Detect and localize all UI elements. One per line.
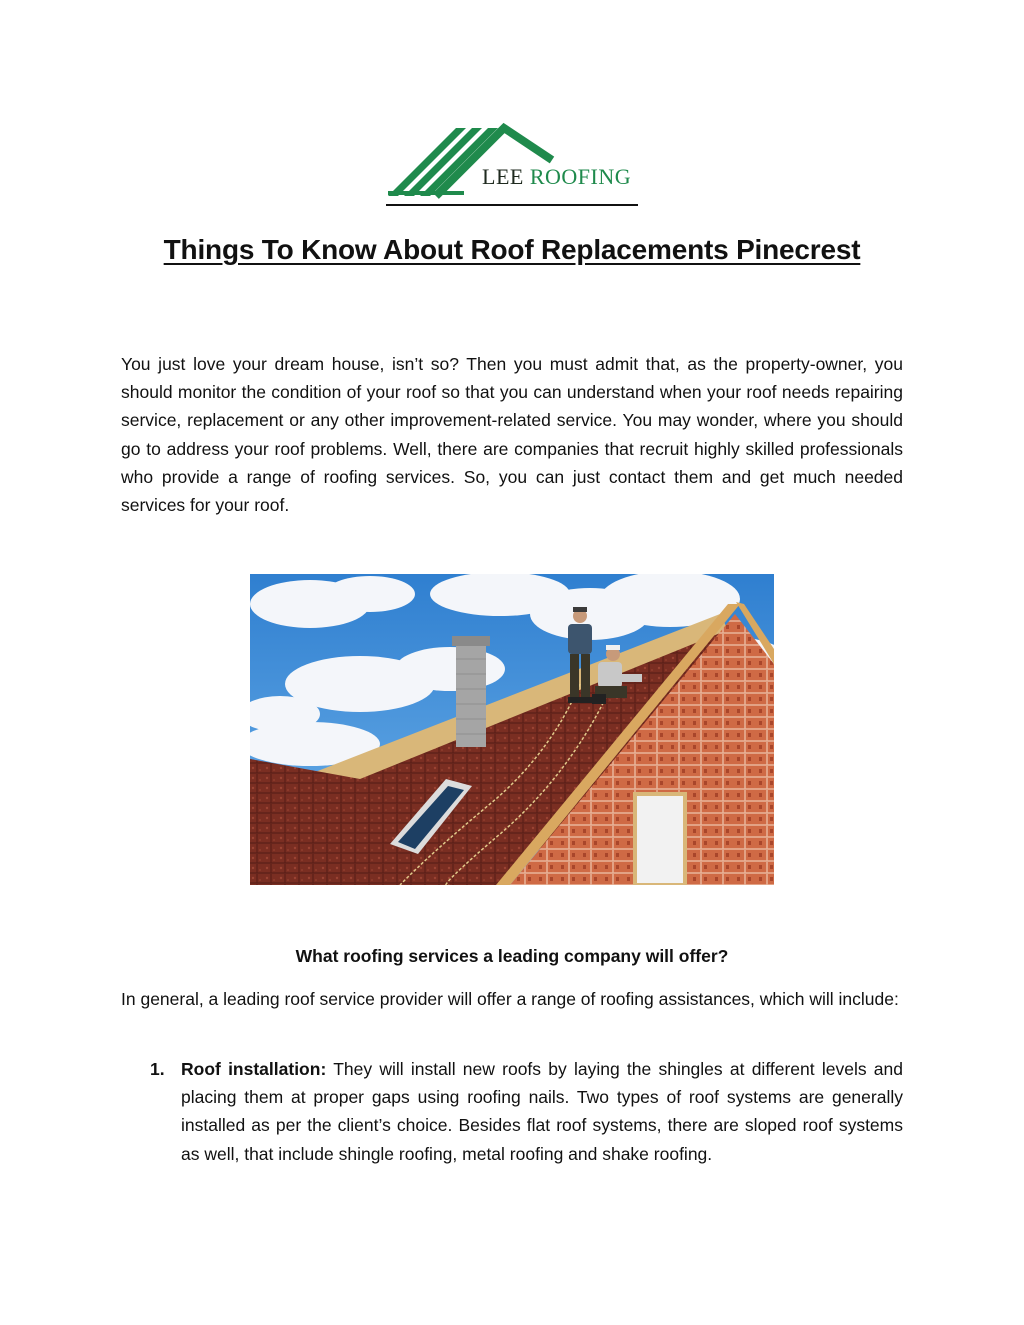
section-intro-paragraph: In general, a leading roof service provider will offer a range of roofing assistances, which will include: <box>121 989 899 1009</box>
list-item-text: They will install new roofs by laying the shingles at different levels and placing them at proper gaps using roofing nails. Two types of roof systems are generally installed as per the client’s choice. Besides flat roof systems, there are sloped roof systems as well, that include shingle roofing, metal roofing and shake roofing. <box>181 1059 904 1164</box>
intro-paragraph: You just love your dream house, isn’t so? Then you must admit that, as the property-owner, you should monitor the condition of your roof so that you can understand when your roof needs repairing service, replacement or any other improvement-related service. You may wonder, where you should go to address your roof problems. Well, there are companies that recruit highly skilled professionals who provide a range of roofing services. So, you can just contact them and get much needed services for your roof. <box>121 354 903 516</box>
services-list <box>150 1055 903 1168</box>
list-item-label: Roof installation: <box>181 1059 327 1079</box>
section-heading: What roofing services a leading company will offer? <box>295 946 729 966</box>
logo-divider <box>386 204 638 206</box>
list-item <box>150 1055 903 1168</box>
logo-name-lee: LEE <box>482 164 524 189</box>
page-title: Things To Know About Roof Replacements Pinecrest <box>163 234 861 265</box>
logo-name-roofing: ROOFING <box>529 164 632 189</box>
logo-wordmark <box>482 164 631 190</box>
company-logo <box>386 120 638 210</box>
roofers-on-roof-photo <box>250 574 774 885</box>
roof-chevron-logo-icon <box>386 120 638 204</box>
list-item-number: 1. <box>150 1059 165 1079</box>
